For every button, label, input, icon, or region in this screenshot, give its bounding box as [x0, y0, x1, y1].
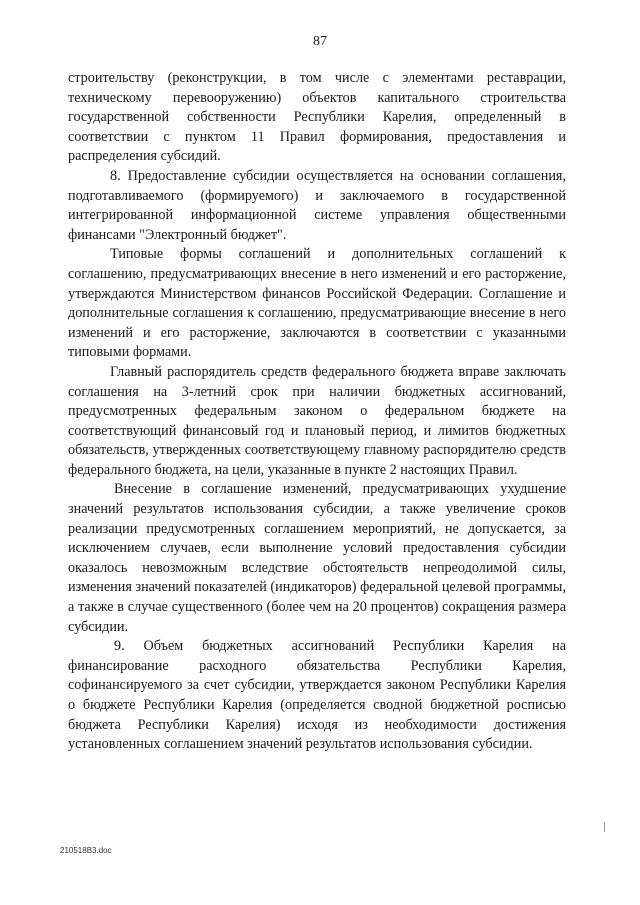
paragraph-item-8: 8. Предоставление субсидии осуществляется на основании соглашения, подготавливаемого (формируемого) и заключаемого в государственной интегрированной информационной системе управления общественными финансами "Электронный бюджет". — [68, 167, 566, 243]
paragraph-chief-administrator: Главный распорядитель средств федерального бюджета вправе заключать соглашения на 3-летний срок при наличии бюджетных ассигнований, предусмотренных федеральным законом о федеральном бюджете на соответствующий финансовый год и плановый период, и лимитов бюджетных обязательств, утвержденных соответствующему главному распорядителю средств федерального бюджета, на цели, указанные в пункте 2 настоящих Правил. — [68, 363, 566, 478]
paragraph-item-9: 9. Объем бюджетных ассигнований Республики Карелия на финансирование расходного обязательства Республики Карелия, софинансируемого за счет субсидии, утверждается законом Республики Карелия о бюджете Республики Карелия (определяется сводной бюджетной росписью бюджета Республики Карелия) исходя из необходимости достижения установленных соглашением значений результатов использования субсидии. — [68, 638, 566, 753]
paragraph-continuation: строительству (реконструкции, в том числе с элементами реставрации, техническому перевооружению) объектов капитального строительства государственной собственности Республики Карелия, определенный в соответствии с пунктом 11 Правил формирования, предоставления и распределения субсидий. — [68, 70, 566, 165]
paragraph-agreement-changes: Внесение в соглашение изменений, предусматривающих ухудшение значений результатов использования субсидии, а также увеличение сроков реализации предусмотренных соглашением мероприятий, не допускается, за исключением случаев, если выполнение условий предоставления субсидии оказалось невозможным вследствие обстоятельств непреодолимой силы, изменения значений показателей (индикаторов) федеральной целевой программы, а также в случае существенного (более чем на 20 процентов) сокращения размера субсидии. — [68, 481, 566, 635]
document-body — [68, 69, 566, 755]
page-number: 87 — [313, 34, 327, 49]
paragraph-standard-forms: Типовые формы соглашений и дополнительных соглашений к соглашению, предусматривающих внесение в него изменений и его расторжение, утверждаются Министерством финансов Российской Федерации. Соглашение и дополнительные соглашения к соглашению, предусматривающие внесение в него изменений и его расторжение, заключаются в соответствии с указанными типовыми формами. — [68, 246, 566, 361]
document-file-reference: 210518B3.doc — [60, 846, 112, 855]
scan-margin-mark — [604, 822, 605, 832]
